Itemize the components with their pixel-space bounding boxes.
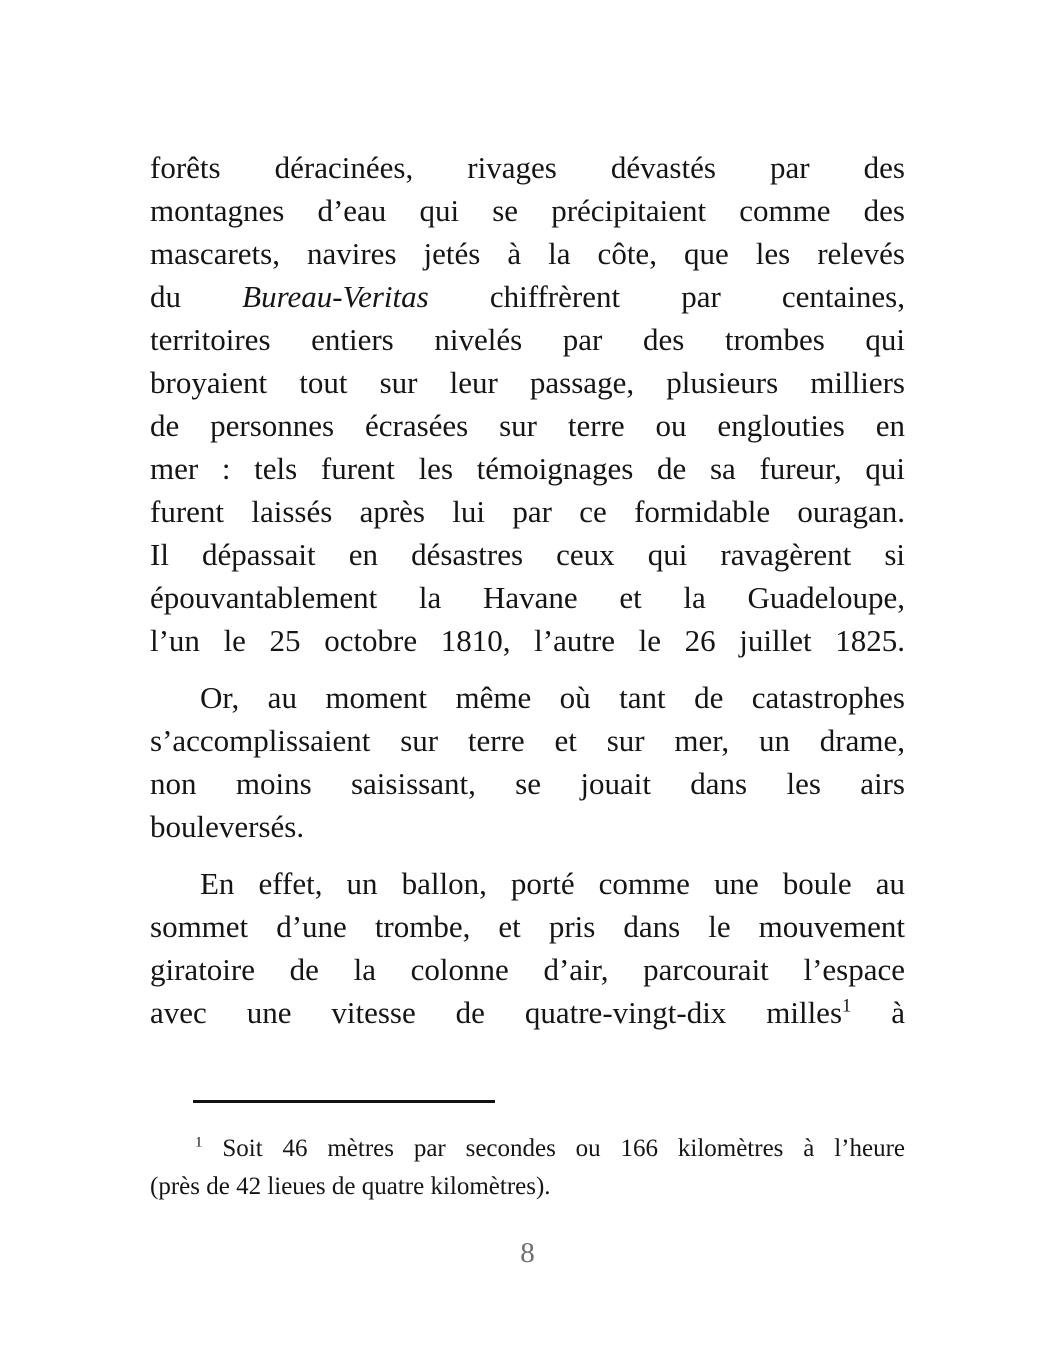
text-line [150, 805, 905, 848]
text-segment: chiffrèrent par centaines, [428, 279, 905, 314]
text-line [150, 862, 905, 905]
text-segment: Soit 46 mètres par secondes ou 166 kilomètres à l’heure [202, 1135, 905, 1162]
text-line [150, 619, 905, 662]
text-segment: territoires entiers nivelés par des trombes qui [150, 322, 905, 357]
paragraph [150, 862, 905, 1034]
text-line [150, 905, 905, 948]
text-line [150, 232, 905, 275]
italic-title-segment: Bureau-Veritas [242, 279, 429, 314]
footnote-reference-sup: 1 [195, 1134, 203, 1151]
text-line [150, 719, 905, 762]
text-segment: mer : tels furent les témoignages de sa fureur, qui [150, 451, 905, 486]
text-segment: du [150, 279, 243, 314]
paragraph [150, 146, 905, 662]
text-line [150, 447, 905, 490]
text-segment: épouvantablement la Havane et la Guadeloupe, [150, 580, 905, 615]
text-line [150, 275, 905, 318]
page-number: 8 [520, 1237, 535, 1269]
text-segment: sommet d’une trombe, et pris dans le mouvement [150, 909, 905, 944]
footnote-rule [193, 1100, 495, 1103]
text-line [150, 576, 905, 619]
text-line [150, 318, 905, 361]
text-segment: s’accomplissaient sur terre et sur mer, un drame, [150, 723, 905, 758]
text-column [150, 146, 905, 1206]
footnote [150, 1130, 905, 1206]
text-line [150, 762, 905, 805]
footnote-line [150, 1130, 905, 1168]
text-segment: Il dépassait en désastres ceux qui ravagèrent si [150, 537, 905, 572]
text-segment: non moins saisissant, se jouait dans les airs [150, 766, 905, 801]
text-segment: à [851, 995, 905, 1030]
text-line [150, 490, 905, 533]
text-segment: mascarets, navires jetés à la côte, que les relevés [150, 236, 905, 271]
text-segment: montagnes d’eau qui se précipitaient comme des [150, 193, 905, 228]
text-segment: de personnes écrasées sur terre ou englouties en [150, 408, 905, 443]
text-line [150, 676, 905, 719]
text-line [150, 533, 905, 576]
text-segment: l’un le 25 octobre 1810, l’autre le 26 juillet 1825. [150, 623, 905, 658]
text-line [150, 146, 905, 189]
text-segment: giratoire de la colonne d’air, parcourait l’espace [150, 952, 905, 987]
text-segment: bouleversés. [150, 809, 305, 844]
text-segment: (près de 42 lieues de quatre kilomètres). [150, 1173, 551, 1200]
text-line [150, 404, 905, 447]
text-segment: En effet, un ballon, porté comme une boule au [200, 866, 905, 901]
text-segment: furent laissés après lui par ce formidable ouragan. [150, 494, 905, 529]
body-paragraphs [150, 146, 905, 1034]
paragraph [150, 676, 905, 848]
text-segment: forêts déracinées, rivages dévastés par des [150, 150, 905, 185]
text-line [150, 991, 905, 1034]
text-segment: broyaient tout sur leur passage, plusieurs milliers [150, 365, 905, 400]
footnote-line [150, 1168, 905, 1206]
footnote-reference-sup: 1 [842, 995, 852, 1017]
text-segment: avec une vitesse de quatre-vingt-dix milles [150, 995, 843, 1030]
text-line [150, 361, 905, 404]
text-segment: Or, au moment même où tant de catastrophes [200, 680, 905, 715]
text-line [150, 189, 905, 232]
text-line [150, 948, 905, 991]
